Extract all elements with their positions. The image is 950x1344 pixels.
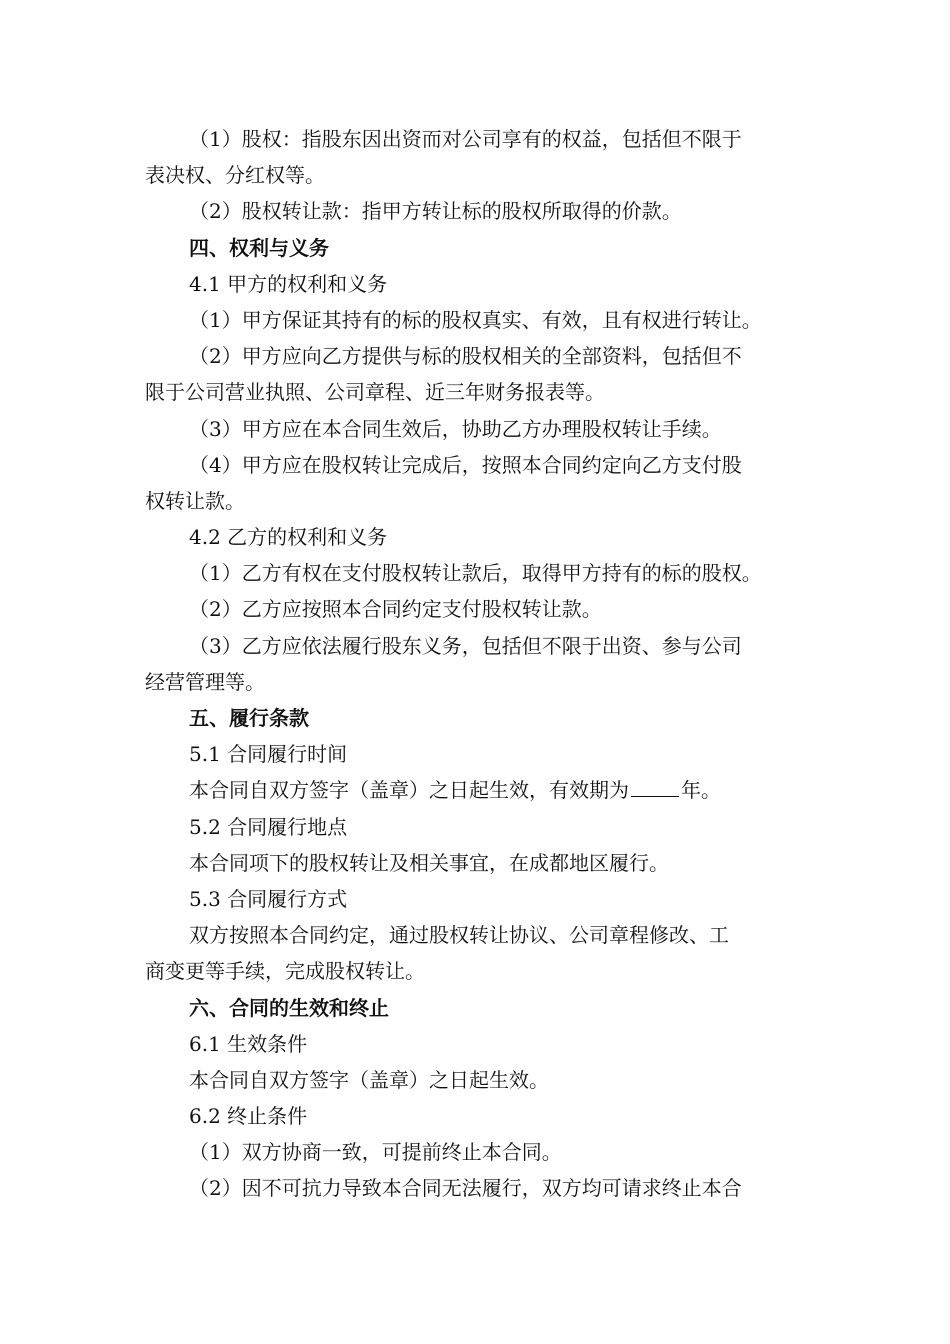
clause-term-suffix: 年。	[681, 778, 721, 803]
subsection-heading-place: 5.2 合同履行地点	[189, 814, 348, 839]
section-heading-effect-termination: 六、合同的生效和终止	[189, 995, 389, 1020]
definition-equity-cont: 表决权、分红权等。	[145, 163, 325, 188]
clause-a1: （1）甲方保证其持有的标的股权真实、有效，且有权进行转让。	[189, 307, 762, 332]
term-years-blank	[631, 778, 679, 797]
clause-method-cont: 商变更等手续，完成股权转让。	[145, 959, 425, 984]
clause-term-text: 本合同自双方签字（盖章）之日起生效，有效期为	[189, 778, 629, 803]
clause-term	[145, 772, 807, 808]
document-body	[145, 121, 807, 1207]
clause-a4: （4）甲方应在股权转让完成后，按照本合同约定向乙方支付股	[189, 452, 742, 477]
subsection-heading-time: 5.1 合同履行时间	[189, 742, 348, 767]
clause-a2-cont: 限于公司营业执照、公司章程、近三年财务报表等。	[145, 380, 605, 405]
clause-b2: （2）乙方应按照本合同约定支付股权转让款。	[189, 597, 602, 622]
section-heading-rights-obligations: 四、权利与义务	[189, 235, 329, 260]
clause-termination-2: （2）因不可抗力导致本合同无法履行，双方均可请求终止本合	[189, 1176, 742, 1201]
definition-transfer-price: （2）股权转让款：指甲方转让标的股权所取得的价款。	[189, 199, 682, 224]
clause-b3-cont: 经营管理等。	[145, 669, 265, 694]
clause-a3: （3）甲方应在本合同生效后，协助乙方办理股权转让手续。	[189, 416, 722, 441]
clause-b1: （1）乙方有权在支付股权转让款后，取得甲方持有的标的股权。	[189, 561, 762, 586]
clause-a4-cont: 权转让款。	[145, 488, 245, 513]
clause-termination-1: （1）双方协商一致，可提前终止本合同。	[189, 1140, 562, 1165]
clause-a2: （2）甲方应向乙方提供与标的股权相关的全部资料，包括但不	[189, 344, 742, 369]
section-heading-performance: 五、履行条款	[189, 706, 309, 730]
subsection-heading-method: 5.3 合同履行方式	[189, 886, 348, 911]
clause-effect: 本合同自双方签字（盖章）之日起生效。	[189, 1067, 549, 1092]
clause-place: 本合同项下的股权转让及相关事宜，在成都地区履行。	[189, 850, 669, 875]
subsection-heading-effect: 6.1 生效条件	[189, 1031, 308, 1056]
definition-equity: （1）股权：指股东因出资而对公司享有的权益，包括但不限于	[189, 127, 742, 151]
clause-method: 双方按照本合同约定，通过股权转让协议、公司章程修改、工	[189, 923, 729, 948]
subsection-heading-termination: 6.2 终止条件	[189, 1104, 308, 1129]
subsection-heading-party-a: 4.1 甲方的权利和义务	[189, 271, 388, 296]
clause-b3: （3）乙方应依法履行股东义务，包括但不限于出资、参与公司	[189, 633, 742, 658]
subsection-heading-party-b: 4.2 乙方的权利和义务	[189, 525, 388, 550]
